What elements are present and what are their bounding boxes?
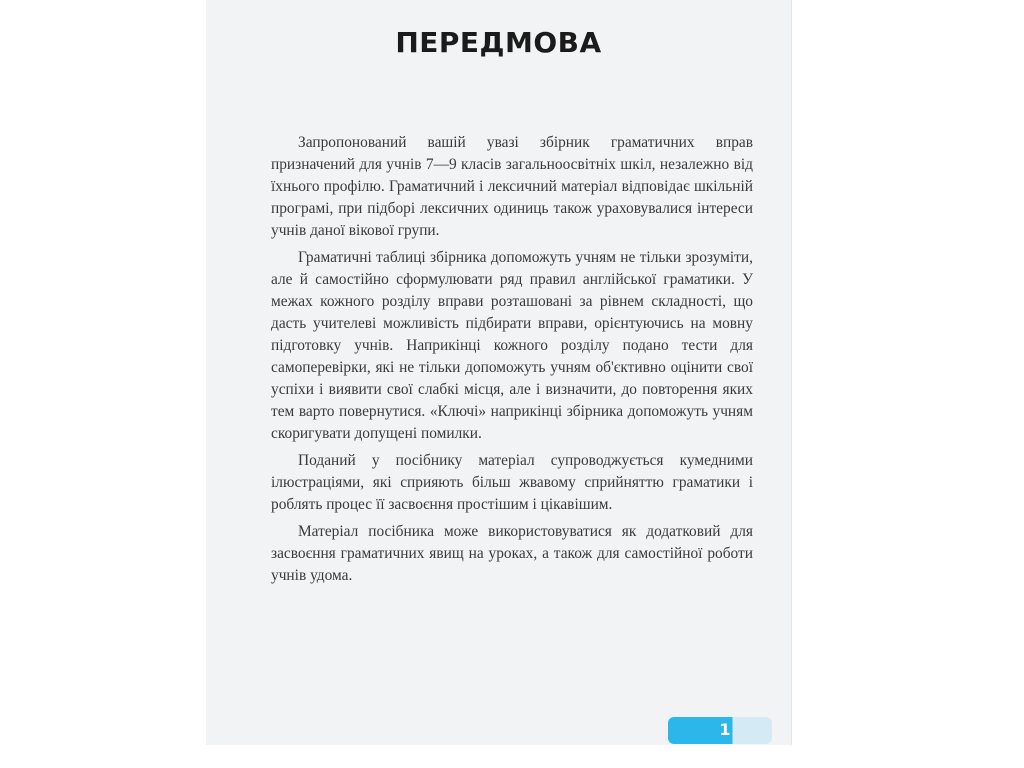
page-title: ПЕРЕДМОВА — [395, 26, 602, 59]
page-number: 1 — [719, 720, 731, 739]
paragraph: Матеріал посібника може використовуватися як додатковий для засвоєння граматичних явищ на уроках, а також для самостійної роботи учнів удома. — [271, 523, 753, 584]
page-number-tab — [668, 717, 772, 744]
foreword-text — [271, 132, 753, 592]
paragraph: Поданий у посібнику матеріал супроводжується кумедними ілюстраціями, які сприяють більш жвавому сприйняттю граматики і роблять процес її засвоєння простішим і цікавішим. — [271, 452, 753, 513]
paragraph: Граматичні таблиці збірника допоможуть учням не тільки зрозуміти, але й самостійно сформулювати ряд правил англійської граматики. У межах кожного розділу вправи розташовані за рівнем складності, що дасть учителеві можливість підбирати вправи, орієнтуючись на мовну підготовку учнів. Наприкінці кожного розділу подано тести для самоперевірки, які не тільки допоможуть учням об'єктивно оцінити свої успіхи і виявити свої слабкі місця, але і визначити, до повторення яких тем варто повернутися. «Ключі» наприкінці збірника допоможуть учням скоригувати допущені помилки. — [271, 249, 753, 442]
paragraph: Запропонований вашій увазі збірник граматичних вправ призначений для учнів 7—9 класів загальноосвітніх шкіл, незалежно від їхнього профілю. Граматичний і лексичний матеріал відповідає шкільній програмі, при підборі лексичних одиниць також ураховувалися інтереси учнів даної вікової групи. — [271, 134, 753, 239]
book-page — [206, 0, 792, 745]
